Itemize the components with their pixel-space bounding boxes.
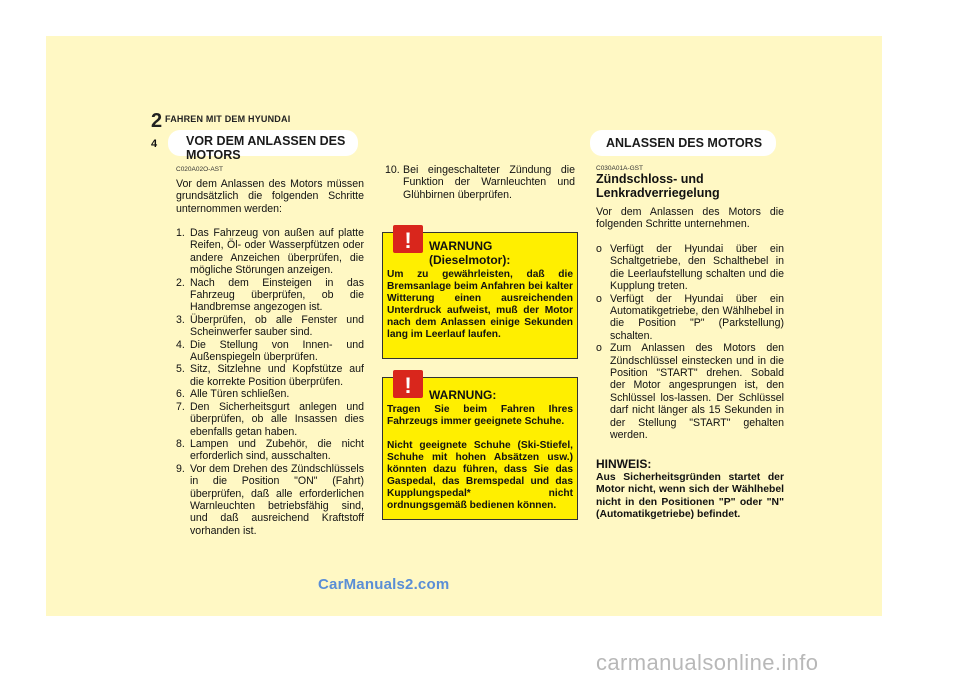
step-text: Das Fahrzeug von außen auf platte Reifen, Öl- oder Wasserpfützen oder andere Anzeichen überprüfen, die mögliche Störungen anzeigen. <box>190 227 364 277</box>
list-item <box>596 342 784 441</box>
list-item <box>176 227 364 277</box>
section-tab-left <box>168 130 358 162</box>
list-item <box>176 339 364 364</box>
warning-exclamation-icon <box>393 370 423 398</box>
step-number: 4. <box>176 338 185 351</box>
warning-title: WARNUNG: <box>429 388 497 402</box>
warning-title-line1: WARNUNG <box>429 239 493 253</box>
warning-box-shoes <box>382 373 578 520</box>
list-item <box>176 401 364 438</box>
list-item <box>176 363 364 388</box>
chapter-number: 2 <box>151 110 163 132</box>
warning-box-diesel <box>382 228 578 359</box>
page-number: 4 <box>151 138 158 150</box>
list-item <box>176 438 364 463</box>
bullet-list <box>596 243 784 442</box>
section-tab-right <box>590 130 776 156</box>
bullet-text: Verfügt der Hyundai über ein Automatikgetriebe, den Wählhebel in die Position "P" (Parkstellung) schalten. <box>610 292 784 342</box>
step-number: 10. <box>385 164 400 176</box>
warning-body-shoes-1: Tragen Sie beim Fahren Ihres Fahrzeugs immer geeignete Schuhe. <box>387 404 573 428</box>
list-item <box>176 277 364 314</box>
list-item <box>385 164 575 201</box>
intro-paragraph-left: Vor dem Anlassen des Motors müssen grundsätzlich die folgenden Schritte unternommen werden: <box>176 178 364 215</box>
section-code-left: C020A02O-AST <box>176 166 223 173</box>
chapter-title: FAHREN MIT DEM HYUNDAI <box>165 114 291 124</box>
step-number: 1. <box>176 227 185 239</box>
section-title-left: VOR DEM ANLASSEN DES MOTORS <box>186 134 346 162</box>
step-text: Die Stellung von Innen- und Außenspiegeln überprüfen. <box>190 338 364 364</box>
section-title-right: ANLASSEN DES MOTORS <box>606 136 763 150</box>
intro-paragraph-right: Vor dem Anlassen des Motors die folgenden Schritte unternehmen. <box>596 206 784 231</box>
list-item <box>176 463 364 537</box>
warning-body-diesel: Um zu gewährleisten, daß die Bremsanlage beim Anfahren bei kalter Witterung einen ausreichenden Unterdruck aufweist, muß der Motor nach dem Anlassen einige Sekunden lang im Leerlauf laufen. <box>387 269 573 341</box>
bullet-mark: o <box>596 292 602 305</box>
subsection-heading: Zündschloss- und Lenkradverriegelung <box>596 172 720 200</box>
step-number: 6. <box>176 388 185 401</box>
bullet-mark: o <box>596 342 602 355</box>
note-body: Aus Sicherheitsgründen startet der Motor nicht, wenn sich der Wählhebel nicht in den Positionen "P" oder "N" (Automatikgetriebe) befindet. <box>596 472 784 521</box>
list-item <box>596 243 784 293</box>
step-text: Lampen und Zubehör, die nicht erforderlich sind, ausschalten. <box>190 437 364 463</box>
steps-list <box>176 227 364 537</box>
step-10-list <box>385 164 575 201</box>
step-number: 2. <box>176 276 185 289</box>
step-text: Sitz, Sitzlehne und Kopfstütze auf die korrekte Position überprüfen. <box>190 363 364 388</box>
warning-title-line2: (Dieselmotor): <box>429 253 511 267</box>
warning-exclamation-icon <box>393 225 423 253</box>
step-text: Vor dem Drehen des Zündschlüssels in die Position "ON" (Fahrt) überprüfen, daß alle erforderlichen Warnleuchten betriebsfähig sind, und daß ausreichend Kraftstoff vorhanden ist. <box>190 462 364 537</box>
step-text: Den Sicherheitsgurt anlegen und überprüfen, ob alle Insassen dies ebenfalls getan haben. <box>190 400 364 438</box>
step-number: 7. <box>176 400 185 413</box>
list-item <box>596 293 784 343</box>
svg-text:!: ! <box>404 373 412 398</box>
step-number: 5. <box>176 363 185 376</box>
watermark-carmanuals: CarManuals2.com <box>318 576 450 593</box>
watermark-carmanualsonline: carmanualsonline.info <box>596 650 819 675</box>
list-item <box>176 388 364 400</box>
step-number: 9. <box>176 462 185 475</box>
step-number: 3. <box>176 313 185 326</box>
bullet-text: Verfügt der Hyundai über ein Schaltgetriebe, den Schalthebel in die Leerlaufstellung schalten und die Kupplung treten. <box>610 243 784 293</box>
bullet-mark: o <box>596 243 602 255</box>
note-title: HINWEIS: <box>596 457 652 471</box>
step-text: Bei eingeschalteter Zündung die Funktion der Warnleuchten und Glühbirnen überprüfen. <box>403 164 575 201</box>
section-code-right: C030A01A-GST <box>596 165 643 172</box>
step-number: 8. <box>176 437 185 450</box>
step-text: Überprüfen, ob alle Fenster und Scheinwerfer sauber sind. <box>190 313 364 339</box>
step-text: Nach dem Einsteigen in das Fahrzeug überprüfen, ob die Handbremse angezogen ist. <box>190 276 364 314</box>
list-item <box>176 314 364 339</box>
step-text: Alle Türen schließen. <box>190 388 290 401</box>
bullet-text: Zum Anlassen des Motors den Zündschlüssel einstecken und in die Position "START" drehen. Sobald der Motor angesprungen ist, den Schlüssel los-lassen. Der Schlüssel darf nicht länger als 15 Sekunden in der Stellung "START" gehalten werden. <box>610 342 784 442</box>
warning-body-shoes-2: Nicht geeignete Schuhe (Ski-Stiefel, Schuhe mit hohen Absätzen usw.) könnten dazu führen, dass Sie das Gaspedal, das Bremspedal und das Kupplungspedal* nicht ordnungsgemäß bedienen können. <box>387 440 573 512</box>
svg-text:!: ! <box>404 228 412 253</box>
